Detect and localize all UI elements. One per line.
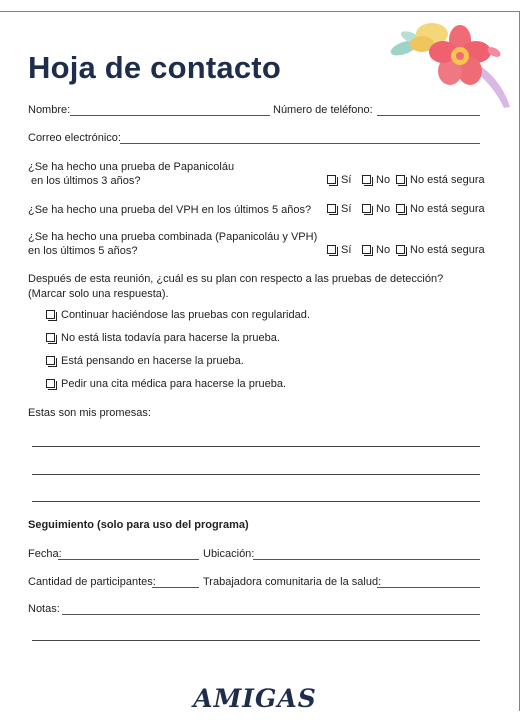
q1-yes-checkbox[interactable] [327,175,336,184]
participants-label: Cantidad de participantes: [28,576,156,588]
q1-no-checkbox[interactable] [362,175,371,184]
q1-no-label: No [376,174,391,186]
notes-field[interactable] [62,614,480,615]
question-1-line2: en los últimos 3 años? [31,175,141,187]
question-1-line1: ¿Se ha hecho una prueba de Papanicoláu [28,161,235,173]
phone-label: Número de teléfono: [273,104,373,116]
email-field[interactable] [120,143,480,144]
promise-line-1[interactable] [32,446,480,447]
plan-question-line1: Después de esta reunión, ¿cuál es su plan con respecto a las pruebas de detección? [28,273,444,285]
q1-unsure-checkbox[interactable] [396,175,405,184]
q3-no-checkbox[interactable] [362,245,371,254]
notes-label: Notas: [28,603,60,615]
promises-label: Estas son mis promesas: [28,407,151,419]
plan-option-2-label: No está lista todavía para hacerse la prueba. [61,332,280,344]
name-label: Nombre: [28,104,71,116]
q2-yes-label: Sí [341,203,352,215]
email-label: Correo electrónico: [28,132,121,144]
page-title: Hoja de contacto [28,50,281,85]
date-field[interactable] [58,559,199,560]
plan-option-1-checkbox[interactable] [46,310,55,319]
plan-option-4-label: Pedir una cita médica para hacerse la prueba. [61,378,287,390]
q1-yes-label: Sí [341,174,352,186]
q2-yes-checkbox[interactable] [327,204,336,213]
plan-option-1-label: Continuar haciéndose las pruebas con regularidad. [61,309,310,321]
promise-line-2[interactable] [32,474,480,475]
q2-unsure-label: No está segura [410,203,485,215]
notes-line-2[interactable] [32,640,480,641]
q2-unsure-checkbox[interactable] [396,204,405,213]
promise-line-3[interactable] [32,501,480,502]
phone-field[interactable] [377,115,480,116]
location-label: Ubicación: [203,548,255,560]
name-field[interactable] [70,115,270,116]
health-worker-label: Trabajadora comunitaria de la salud: [203,576,382,588]
q3-no-label: No [376,244,391,256]
q2-no-checkbox[interactable] [362,204,371,213]
question-2-line1: ¿Se ha hecho una prueba del VPH en los últimos 5 años? [28,204,312,216]
q3-unsure-label: No está segura [410,244,485,256]
page-border-right [519,11,520,711]
question-3-line1: ¿Se ha hecho una prueba combinada (Papanicoláu y VPH) [28,231,318,243]
q3-unsure-checkbox[interactable] [396,245,405,254]
amigas-logo: AMIGAS [193,684,317,713]
date-label: Fecha: [28,548,62,560]
plan-option-2-checkbox[interactable] [46,333,55,342]
health-worker-field[interactable] [377,587,480,588]
plan-question-line2: (Marcar solo una respuesta). [28,288,169,300]
question-3-line2: en los últimos 5 años? [28,245,138,257]
flower-illustration [382,12,522,112]
q1-unsure-label: No está segura [410,174,485,186]
location-field[interactable] [253,559,480,560]
plan-option-3-label: Está pensando en hacerse la prueba. [61,355,244,367]
q3-yes-checkbox[interactable] [327,245,336,254]
participants-field[interactable] [152,587,199,588]
q2-no-label: No [376,203,391,215]
followup-heading: Seguimiento (solo para uso del programa) [28,519,249,531]
q3-yes-label: Sí [341,244,352,256]
plan-option-3-checkbox[interactable] [46,356,55,365]
plan-option-4-checkbox[interactable] [46,379,55,388]
